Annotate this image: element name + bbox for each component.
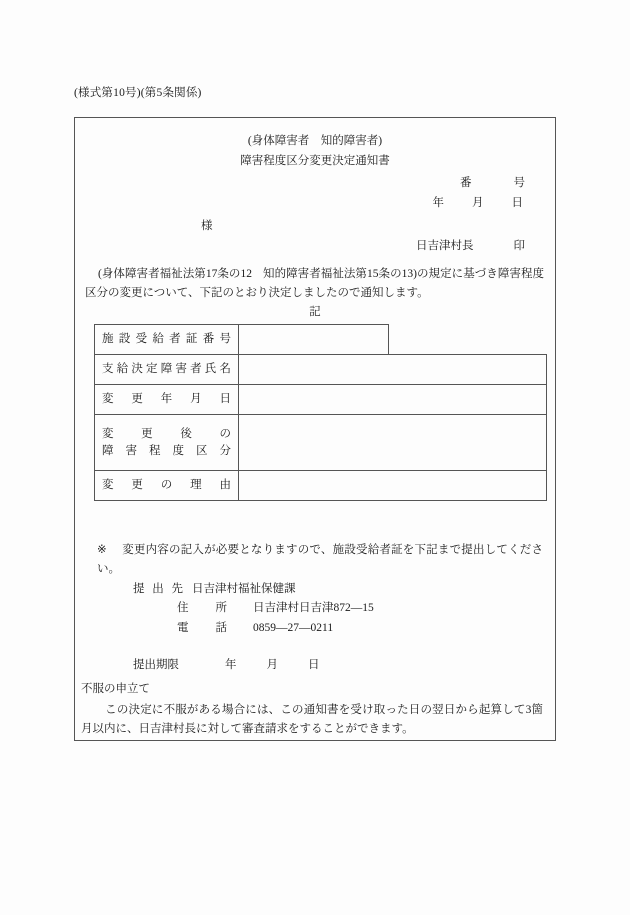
decision-table xyxy=(94,324,547,501)
row-value-change-date[interactable] xyxy=(239,385,547,415)
row-value-facility-cert-number[interactable] xyxy=(239,325,389,355)
table-row xyxy=(95,415,547,471)
appeal-section-body xyxy=(81,701,543,740)
number-label-gou: 号 xyxy=(513,177,525,189)
issuer-name: 日吉津村長 xyxy=(416,240,474,252)
row-label-line-2: 障害程度区分 xyxy=(102,444,231,457)
number-label-ban: 番 xyxy=(460,177,472,189)
addressee-suffix: 様 xyxy=(201,220,213,232)
row-spacer xyxy=(389,325,547,355)
legal-clause-intellectual: 知的障害者福祉法第15条の13)の規定に基づき障害程度区分の変更について、下記のとおり決定しましたので通知します。 xyxy=(85,268,544,299)
row-label-change-reason: 変更の理由 xyxy=(95,471,239,501)
notification-frame xyxy=(74,117,556,741)
row-value-new-disability-grade[interactable] xyxy=(239,415,547,471)
submission-tel-line xyxy=(133,619,374,638)
row-label-new-disability-grade xyxy=(95,415,239,471)
document-date-line xyxy=(433,194,524,210)
date-month-label: 月 xyxy=(472,197,484,209)
seal-mark: 印 xyxy=(513,240,525,252)
deadline-label: 提出期限 xyxy=(133,659,179,671)
note-mark-icon: ※ xyxy=(97,544,107,556)
submission-dest-line xyxy=(133,580,374,599)
row-label-change-date: 変更年月日 xyxy=(95,385,239,415)
appeal-section-title: 不服の申立て xyxy=(81,683,150,695)
submission-tel-label: 電話 xyxy=(177,621,227,634)
table-row xyxy=(95,385,547,415)
submission-address-value: 日吉津村日吉津872—15 xyxy=(253,602,374,615)
submission-address-line xyxy=(133,599,374,618)
ki-marker: 記 xyxy=(309,306,321,318)
submission-address-label: 住所 xyxy=(177,602,227,615)
date-day-label: 日 xyxy=(511,197,523,209)
row-label-facility-cert-number: 施設受給者証番号 xyxy=(95,325,239,355)
table-row xyxy=(95,325,547,355)
form-code: (様式第10号)(第5条関係) xyxy=(74,87,202,99)
deadline-day-label: 日 xyxy=(308,659,320,671)
document-subtitle: (身体障害者 知的障害者) xyxy=(247,135,383,147)
submission-dest-label: 提出先 xyxy=(133,583,183,595)
date-year-label: 年 xyxy=(432,197,444,209)
document-number-line xyxy=(460,174,525,190)
submission-note xyxy=(97,541,543,579)
table-row xyxy=(95,355,547,385)
note-text: 変更内容の記入が必要となりますので、施設受給者証を下記まで提出してください。 xyxy=(97,544,543,575)
row-value-change-reason[interactable] xyxy=(239,471,547,501)
submission-deadline-line xyxy=(133,656,320,672)
row-label-recipient-name: 支給決定障害者氏名 xyxy=(95,355,239,385)
appeal-body-text: この決定に不服がある場合には、この通知書を受け取った日の翌日から起算して3箇月以内に、日吉津村長に対して審査請求をすることができます。 xyxy=(81,704,543,736)
deadline-month-label: 月 xyxy=(266,659,278,671)
row-label-line-1: 変更後の xyxy=(102,427,231,440)
table-row xyxy=(95,471,547,501)
deadline-year-label: 年 xyxy=(225,659,237,671)
submission-dest-value: 日吉津村福祉保健課 xyxy=(192,583,296,595)
submission-tel-value: 0859—27—0211 xyxy=(253,621,334,634)
row-value-recipient-name[interactable] xyxy=(239,355,547,385)
legal-basis-paragraph xyxy=(85,265,544,303)
legal-clause-physical: (身体障害者福祉法第17条の12 xyxy=(98,268,252,280)
issuer-line xyxy=(416,237,525,253)
page-title: 障害程度区分変更決定通知書 xyxy=(240,155,390,167)
submission-destination-block xyxy=(133,580,374,638)
